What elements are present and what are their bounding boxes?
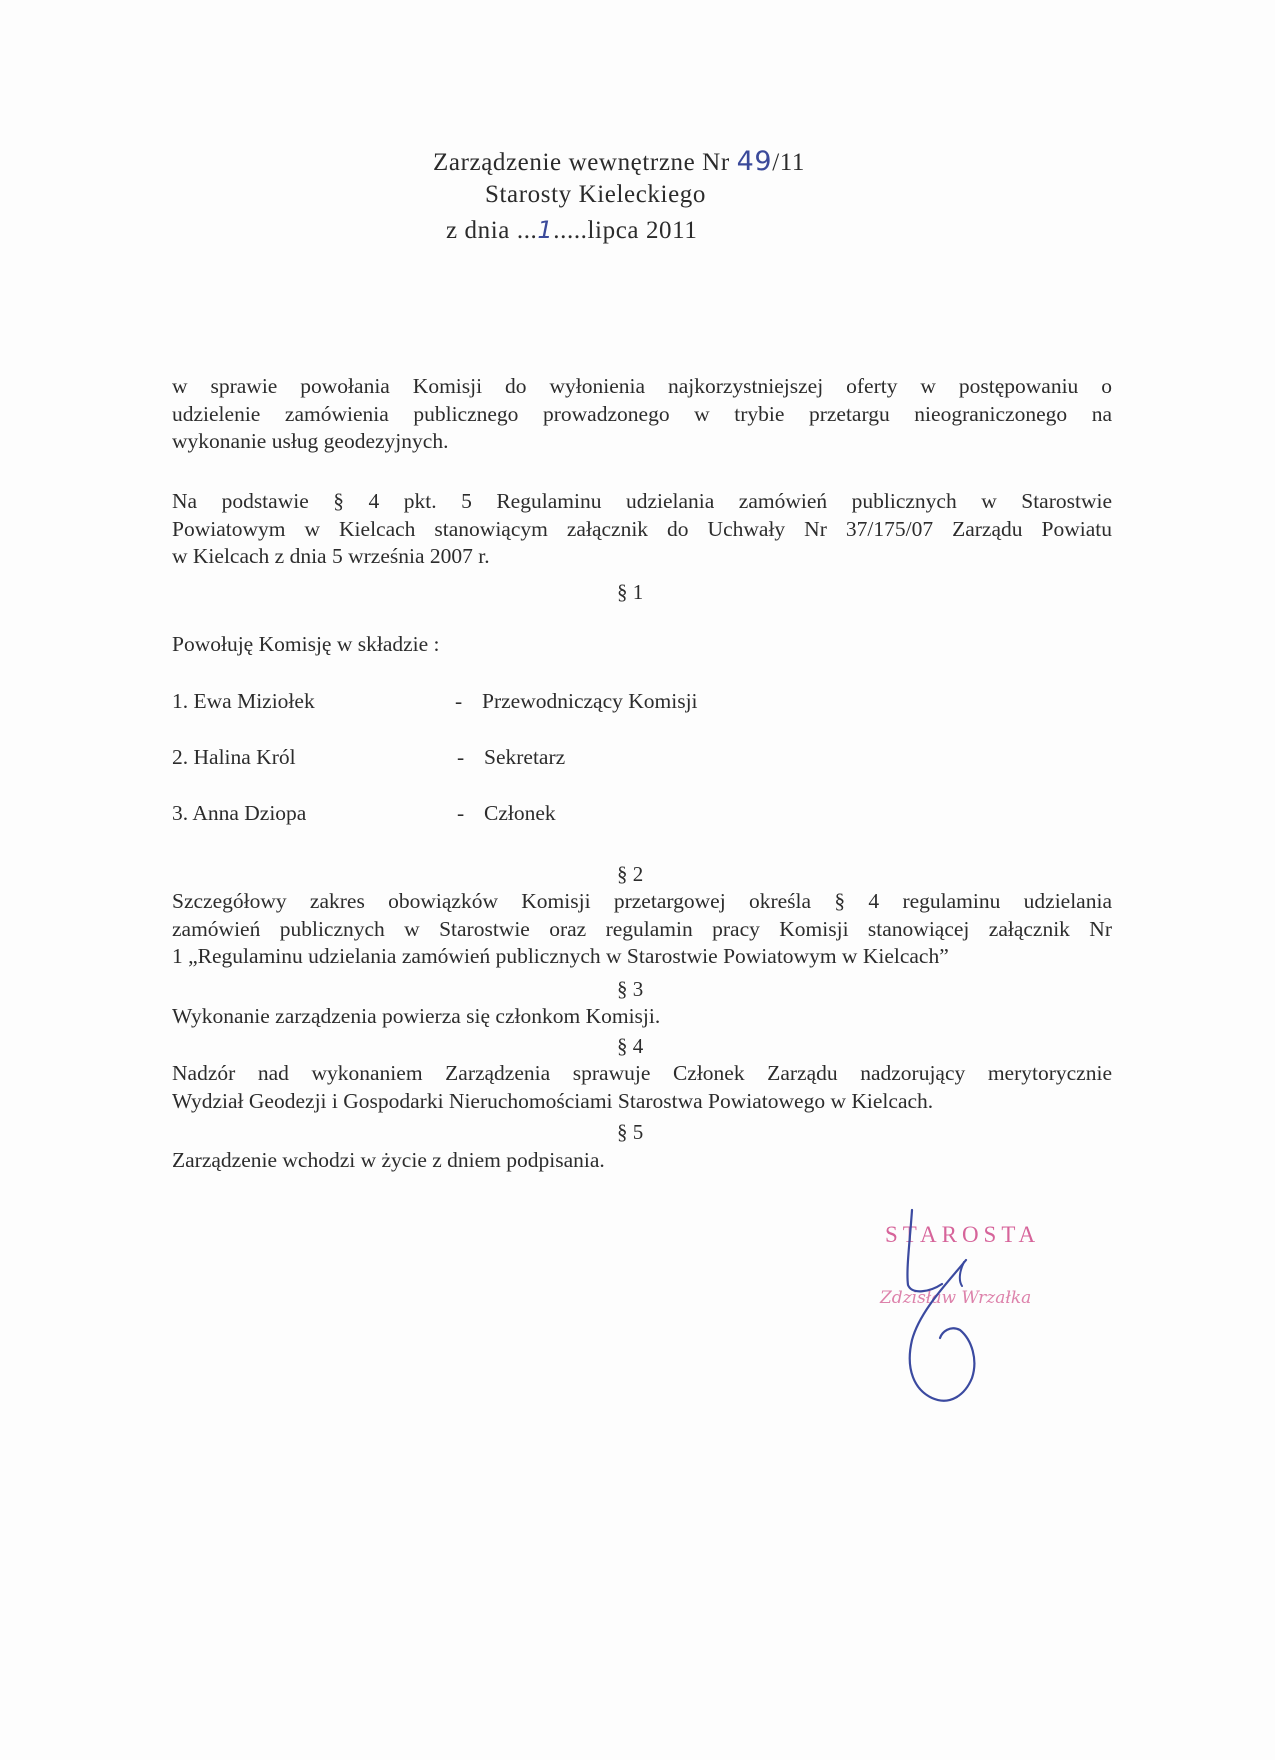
document-issuer: Starosty Kieleckiego	[485, 181, 706, 208]
subject-line: udzielenie zamówienia publicznego prowadzonego w trybie przetargu nieograniczonego na	[172, 401, 1112, 426]
member-name: 1. Ewa Miziołek	[172, 689, 315, 713]
section-2-paragraph	[172, 888, 1112, 971]
section-2-line: Szczegółowy zakres obowiązków Komisji przetargowej określa § 4 regulaminu udzielania	[172, 889, 1112, 913]
signature-stroke	[907, 1210, 942, 1291]
handwritten-day: 1	[537, 216, 554, 244]
section-4-line: Wydział Geodezji i Gospodarki Nieruchomościami Starostwa Powiatowego w Kielcach.	[172, 1088, 934, 1113]
document-date	[446, 216, 697, 245]
member-name: 2. Halina Król	[172, 745, 296, 769]
member-name: 3. Anna Dziopa	[172, 801, 307, 825]
basis-line: w Kielcach z dnia 5 września 2007 r.	[172, 544, 490, 568]
basis-line: Powiatowym w Kielcach stanowiącym załącznik do Uchwały Nr 37/175/07 Zarządu Powiatu	[172, 516, 1112, 541]
section-2-mark: § 2	[617, 862, 644, 886]
member-role: Sekretarz	[484, 745, 566, 769]
section-3-mark: § 3	[617, 977, 644, 1001]
section-3-text: Wykonanie zarządzenia powierza się członkom Komisji.	[172, 1004, 661, 1028]
section-2-line: zamówień publicznych w Starostwie oraz regulamin pracy Komisji stanowiącej załącznik Nr	[172, 916, 1112, 941]
document-title	[433, 146, 805, 177]
signature-stroke	[910, 1260, 975, 1401]
handwritten-number: 49	[736, 146, 773, 177]
subject-paragraph	[172, 373, 1112, 456]
title-number-suffix: /11	[772, 149, 806, 176]
member-role: Przewodniczący Komisji	[482, 689, 698, 713]
signature-mark	[880, 1200, 1040, 1420]
stamp-title: STAROSTA	[885, 1222, 1041, 1247]
member-dash: -	[457, 801, 465, 825]
section-4-paragraph	[172, 1060, 1112, 1115]
title-prefix: Zarządzenie wewnętrzne Nr	[433, 149, 737, 176]
section-5-text: Zarządzenie wchodzi w życie z dniem podpisania.	[172, 1148, 605, 1172]
stamp-name: Zdzisław Wrzałka	[880, 1288, 1032, 1308]
section-5-mark: § 5	[617, 1120, 644, 1144]
date-suffix: .....lipca 2011	[553, 217, 698, 244]
subject-line: wykonanie usług geodezyjnych.	[172, 429, 449, 453]
member-dash: -	[457, 745, 465, 769]
section-1-mark: § 1	[617, 580, 644, 604]
legal-basis-paragraph	[172, 488, 1112, 571]
basis-line: Na podstawie § 4 pkt. 5 Regulaminu udzielania zamówień publicznych w Starostwie	[172, 489, 1112, 513]
member-dash: -	[455, 689, 463, 713]
commission-intro: Powołuję Komisję w składzie :	[172, 632, 440, 656]
section-4-mark: § 4	[617, 1034, 644, 1058]
member-role: Członek	[484, 801, 556, 825]
section-4-line: Nadzór nad wykonaniem Zarządzenia sprawuje Członek Zarządu nadzorujący merytorycznie	[172, 1061, 1112, 1085]
date-prefix: z dnia ...	[446, 217, 538, 244]
section-2-line: 1 „Regulaminu udzielania zamówień publicznych w Starostwie Powiatowym w Kielcach”	[172, 944, 949, 968]
subject-line: w sprawie powołania Komisji do wyłonienia najkorzystniejszej oferty w postępowaniu o	[172, 374, 1112, 398]
